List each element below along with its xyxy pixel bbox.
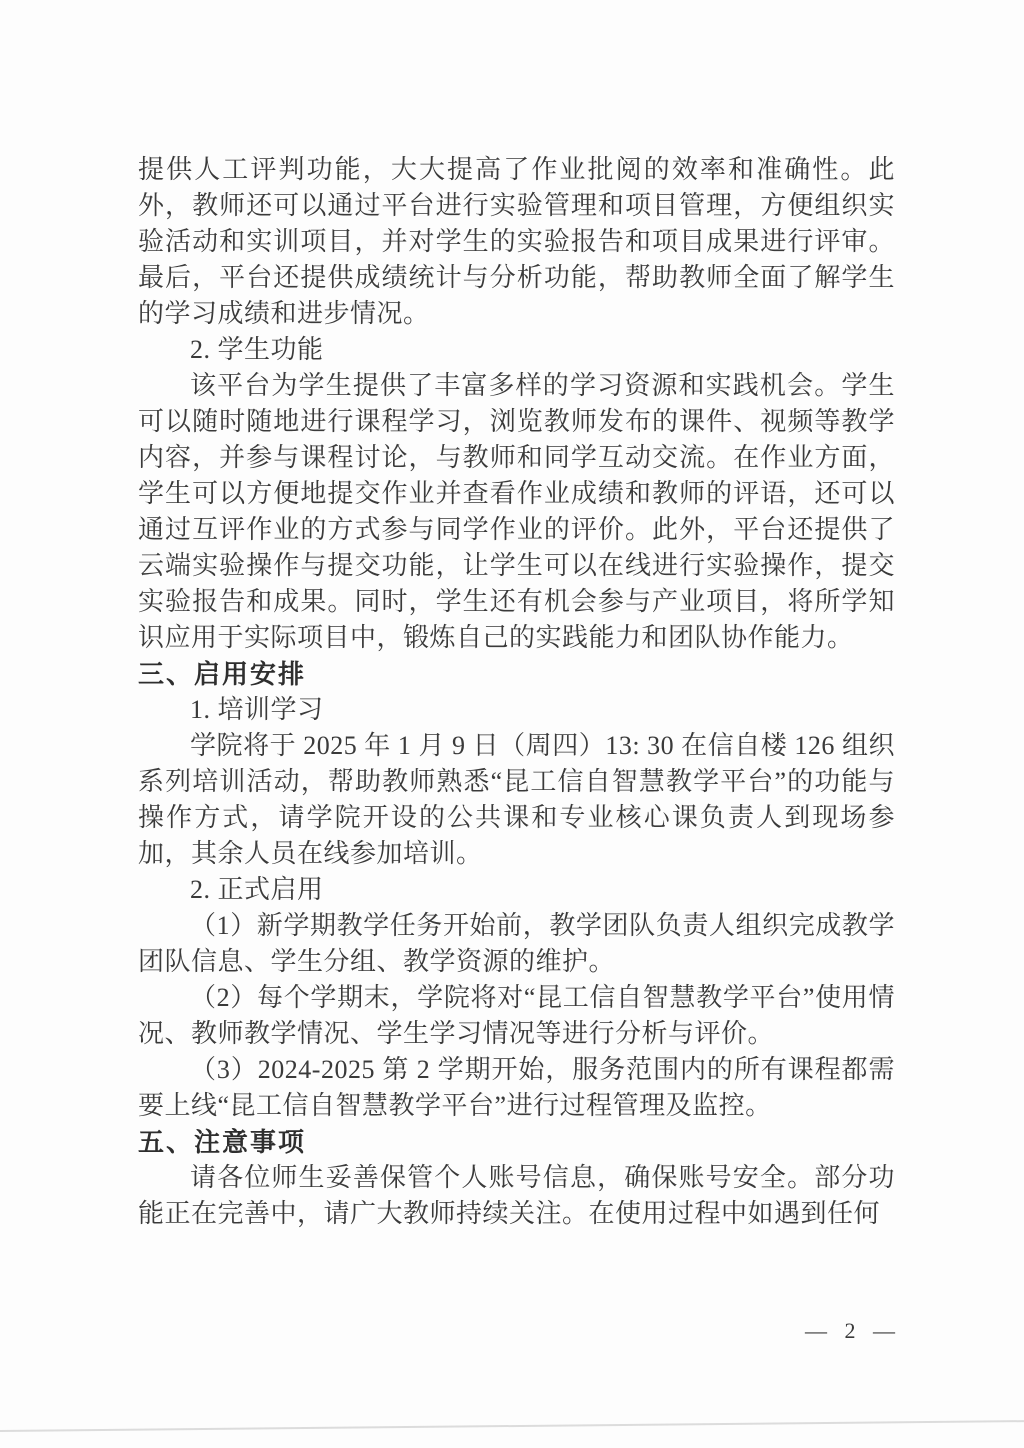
list-item: 1. 培训学习 (190, 695, 324, 724)
paragraph: 该平台为学生提供了丰富多样的学习资源和实践机会。学生可以随时随地进行课程学习，浏览教师发布的课件、视频等教学内容，并参与课程讨论，与教师和同学互动交流。在作业方面，学生可以方便地提交作业并查看作业成绩和教师的评语，还可以通过互评作业的方式参与同学作业的评价。此外，平台还提供了云端实验操作与提交功能，让学生可以在线进行实验操作，提交实验报告和成果。同时，学生还有机会参与产业项目，将所学知识应用于实际项目中，锻炼自己的实践能力和团队协作能力。 (138, 371, 895, 652)
paragraph: （2）每个学期末，学院将对“昆工信自智慧教学平台”使用情况、教师教学情况、学生学习情况等进行分析与评价。 (138, 983, 895, 1048)
scan-artifact-line (0, 1420, 1024, 1432)
list-item: 2. 学生功能 (190, 335, 324, 364)
paragraph: （3）2024-2025 第 2 学期开始，服务范围内的所有课程都需要上线“昆工信自智慧教学平台”进行过程管理及监控。 (138, 1055, 895, 1120)
paragraph: 请各位师生妥善保管个人账号信息，确保账号安全。部分功能正在完善中，请广大教师持续关注。在使用过程中如遇到任何 (138, 1163, 895, 1228)
list-item: 2. 正式启用 (190, 875, 324, 904)
paragraph: 学院将于 2025 年 1 月 9 日（周四）13: 30 在信自楼 126 组织系列培训活动，帮助教师熟悉“昆工信自智慧教学平台”的功能与操作方式，请学院开设的公共课和专业核心课负责人到现场参加，其余人员在线参加培训。 (138, 731, 895, 868)
document-body (138, 152, 895, 1232)
section-heading: 三、启用安排 (138, 659, 307, 689)
page-number: — 2 — (805, 1318, 901, 1343)
paragraph: （1）新学期教学任务开始前，教学团队负责人组织完成教学团队信息、学生分组、教学资源的维护。 (138, 911, 895, 976)
section-heading: 五、注意事项 (138, 1127, 307, 1157)
paragraph: 提供人工评判功能，大大提高了作业批阅的效率和准确性。此外，教师还可以通过平台进行实验管理和项目管理，方便组织实验活动和实训项目，并对学生的实验报告和项目成果进行评审。最后，平台还提供成绩统计与分析功能，帮助教师全面了解学生的学习成绩和进步情况。 (138, 155, 895, 328)
